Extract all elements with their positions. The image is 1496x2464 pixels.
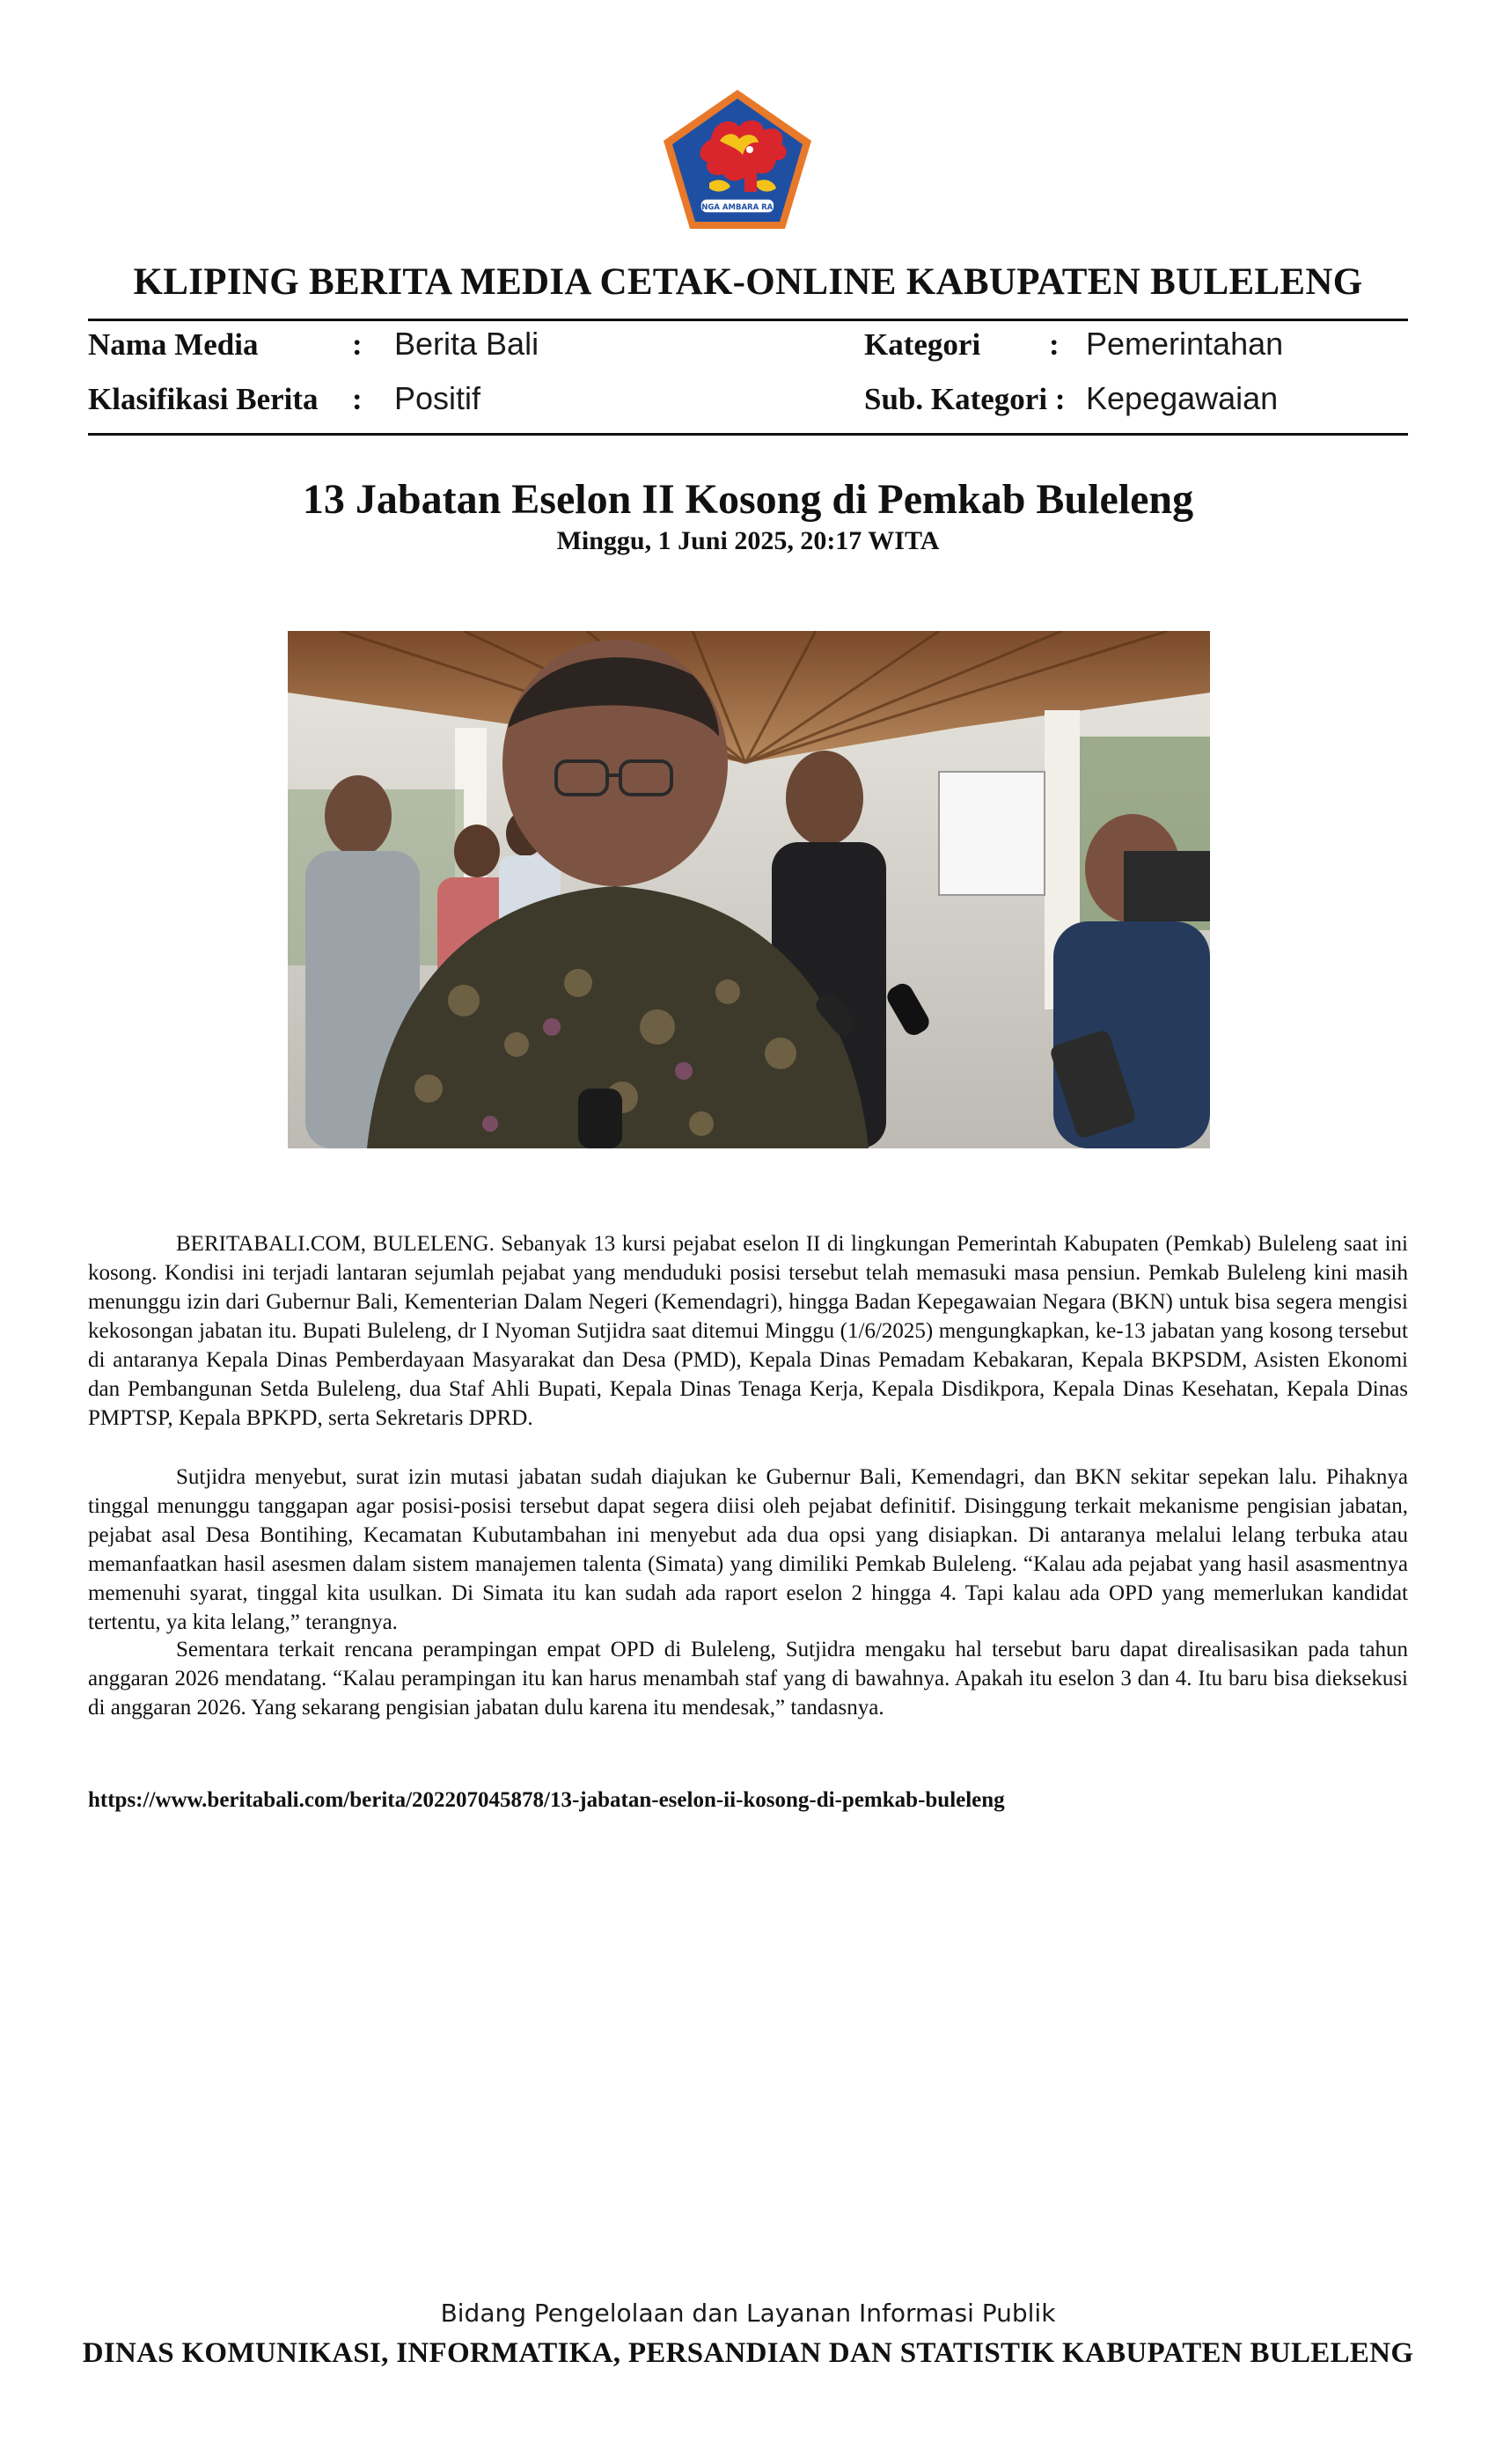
news-classification-value: Positif [394,380,481,416]
news-classification-colon: : [352,382,363,416]
header-divider-top [88,319,1408,321]
category-value: Pemerintahan [1086,326,1284,362]
sub-category-value: Kepegawaian [1086,380,1279,416]
footer-division-name: Bidang Pengelolaan dan Layanan Informasi Publik [440,2299,1056,2328]
category-label: Kategori [864,327,981,362]
article-paragraph-3: Sementara terkait rencana perampingan empat OPD di Buleleng, Sutjidra mengaku hal tersebut baru dapat direalisasikan pada tahun anggaran 2026 mendatang. “Kalau perampingan itu kan harus menambah staf yang di bawahnya. Apakah itu eselon 3 dan 4. Itu baru bisa dieksekusi di anggaran 2026. Yang sekarang pengisian jabatan dulu karena itu mendesak,” tandasnya. [88,1638,1408,1720]
document-header-title: KLIPING BERITA MEDIA CETAK-ONLINE KABUPATEN BULELENG [133,261,1363,303]
media-name-label: Nama Media [88,327,259,362]
article-photo [288,631,1210,1148]
article-title: 13 Jabatan Eselon II Kosong di Pemkab Buleleng [302,476,1194,523]
article-date: Minggu, 1 Juni 2025, 20:17 WITA [556,526,940,555]
media-name-value: Berita Bali [394,326,539,362]
media-name-colon: : [352,327,363,362]
category-colon: : [1049,327,1060,362]
footer-agency-name: DINAS KOMUNIKASI, INFORMATIKA, PERSANDIAN DAN STATISTIK KABUPATEN BULELENG [82,2337,1414,2369]
buleleng-crest-logo [658,86,817,236]
source-url-link[interactable]: https://www.beritabali.com/berita/202207045878/13-jabatan-eselon-ii-kosong-di-pemkab-buleleng [88,1788,1005,1812]
sub-category-label: Sub. Kategori : [864,382,1066,416]
news-classification-label: Klasifikasi Berita [88,382,319,416]
article-paragraph-1: BERITABALI.COM, BULELENG. Sebanyak 13 kursi pejabat eselon II di lingkungan Pemerintah Kabupaten (Pemkab) Buleleng saat ini kosong. Kondisi ini terjadi lantaran sejumlah pejabat yang menduduki posisi tersebut telah memasuki masa pensiun. Pemkab Buleleng kini masih menunggu izin dari Gubernur Bali, Kementerian Dalam Negeri (Kemendagri), hingga Badan Kepegawaian Negara (BKN) untuk bisa segera mengisi kekosongan jabatan itu. Bupati Buleleng, dr I Nyoman Sutjidra saat ditemui Minggu (1/6/2025) mengungkapkan, ke-13 jabatan yang kosong tersebut di antaranya Kepala Dinas Pemberdayaan Masyarakat dan Desa (PMD), Kepala Dinas Pemadam Kebakaran, Kepala BKPSDM, Asisten Ekonomi dan Pembangunan Setda Buleleng, dua Staf Ahli Bupati, Kepala Dinas Tenaga Kerja, Kepala Disdikpora, Kepala Dinas Kesehatan, Kepala Dinas PMPTSP, Kepala BPKPD, serta Sekretaris DPRD. [88,1232,1408,1430]
svg-text:SINGA AMBARA RAJA: SINGA AMBARA RAJA [693,203,781,212]
article-paragraph-2: Sutjidra menyebut, surat izin mutasi jabatan sudah diajukan ke Gubernur Bali, Kemendagri, dan BKN sekitar sepekan lalu. Pihaknya tinggal menunggu tanggapan agar posisi-posisi tersebut dapat segera diisi oleh pejabat definitif. Disinggung terkait mekanisme pengisian jabatan, pejabat asal Desa Bontihing, Kecamatan Kubutambahan ini menyebut ada dua opsi yang disiapkan. Di antaranya melalui lelang terbuka atau memanfaatkan hasil asesmen dalam sistem manajemen talenta (Simata) yang dimiliki Pemkab Buleleng. “Kalau ada pejabat yang hasil asasmentnya memenuhi syarat, tinggal kita usulkan. Di Simata itu kan sudah ada raport eselon 2 hingga 4. Tapi kalau ada OPD yang memerlukan kandidat tertentu, ya kita lelang,” terangnya. [88,1465,1408,1634]
header-divider-bottom [88,433,1408,436]
